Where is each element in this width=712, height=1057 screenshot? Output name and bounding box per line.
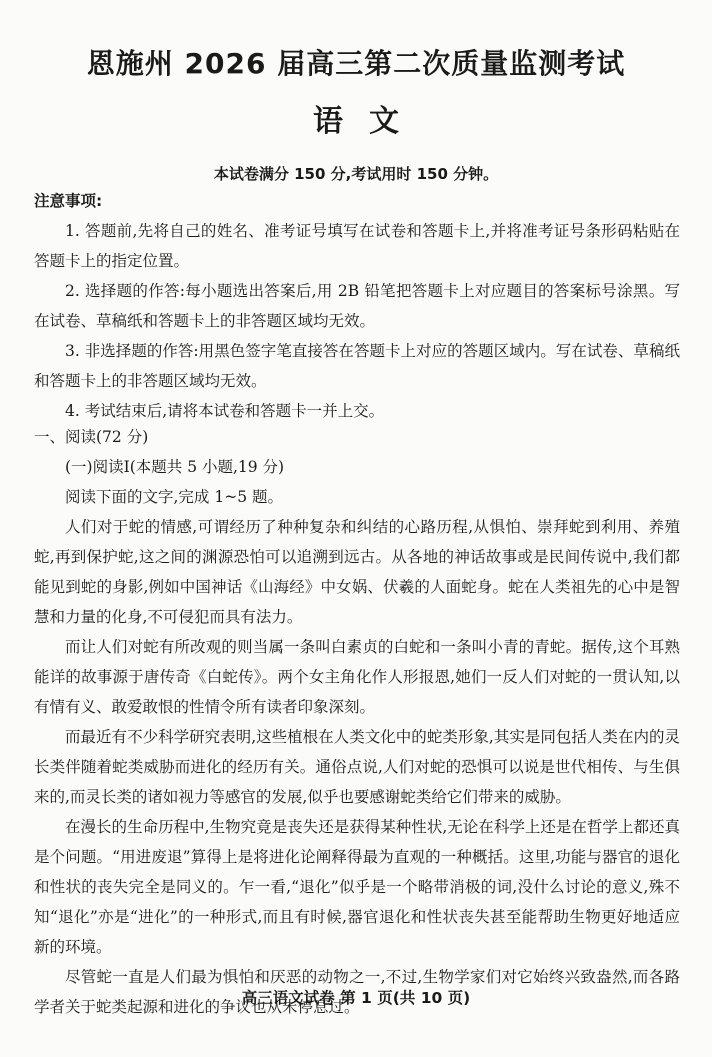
subject-title: 语文 (313, 104, 425, 139)
notice-heading: 注意事项: (34, 192, 103, 210)
notice-item: 2. 选择题的作答:每小题选出答案后,用 2B 铅笔把答题卡上对应题目的答案标号涂黑。写在试卷、草稿纸和答题卡上的非答题区域均无效。 (34, 282, 680, 330)
passage-paragraph: 而最近有不少科学研究表明,这些植根在人类文化中的蛇类形象,其实是同包括人类在内的灵长类伴随着蛇类威胁而进化的经历有关。通俗点说,人们对蛇的恐惧可以说是世代相传、与生俱来的,而灵长类的诸如视力等感官的发展,似乎也要感谢蛇类给它们带来的威胁。 (34, 728, 680, 806)
reading-instruction: 阅读下面的文字,完成 1~5 题。 (65, 488, 283, 506)
passage-paragraph: 在漫长的生命历程中,生物究竟是丧失还是获得某种性状,无论在科学上还是在哲学上都还真是个问题。“用进废退”算得上是将进化论阐释得最为直观的一种概括。这里,功能与器官的退化和性状的丧失完全是同义的。乍一看,“退化”似乎是一个略带消极的词,没什么讨论的意义,殊不知“退化”亦是“进化”的一种形式,而且有时候,器官退化和性状丧失甚至能帮助生物更好地适应新的环境。 (34, 818, 680, 956)
reading-section (34, 422, 680, 1022)
passage-paragraph: 人们对于蛇的情感,可谓经历了种种复杂和纠结的心路历程,从惧怕、崇拜蛇到利用、养殖蛇,再到保护蛇,这之间的渊源恐怕可以追溯到远古。从各地的神话故事或是民间传说中,我们都能见到蛇的身影,例如中国神话《山海经》中女娲、伏羲的人面蛇身。蛇在人类祖先的心中是智慧和力量的化身,不可侵犯而具有法力。 (34, 518, 680, 626)
notice-item: 3. 非选择题的作答:用黑色签字笔直接答在答题卡上对应的答题区域内。写在试卷、草稿纸和答题卡上的非答题区域均无效。 (34, 342, 680, 390)
notice-item: 1. 答题前,先将自己的姓名、准考证号填写在试卷和答题卡上,并将准考证号条形码粘贴在答题卡上的指定位置。 (34, 222, 680, 270)
section-title: 一、阅读(72 分) (34, 428, 149, 446)
score-time-line: 本试卷满分 150 分,考试用时 150 分钟。 (213, 165, 499, 183)
sub-section-title: (一)阅读Ⅰ(本题共 5 小题,19 分) (65, 458, 285, 476)
passage-paragraph: 尽管蛇一直是人们最为惧怕和厌恶的动物之一,不过,生物学家们对它始终兴致盎然,而各路学者关于蛇类起源和进化的争议也从未停息过。 (34, 968, 680, 1016)
exam-title: 恩施州 2026 届高三第二次质量监测考试 (86, 47, 626, 80)
notice-item: 4. 考试结束后,请将本试卷和答题卡一并上交。 (65, 402, 385, 420)
notice-section (34, 186, 680, 426)
passage-paragraph: 而让人们对蛇有所改观的则当属一条叫白素贞的白蛇和一条叫小青的青蛇。据传,这个耳熟能详的故事源于唐传奇《白蛇传》。两个女主角化作人形报恩,她们一反人们对蛇的一贯认知,以有情有义、敢爱敢恨的性情令所有读者印象深刻。 (34, 638, 680, 716)
page-footer: 高三语文试卷 第 1 页(共 10 页) (241, 989, 471, 1007)
